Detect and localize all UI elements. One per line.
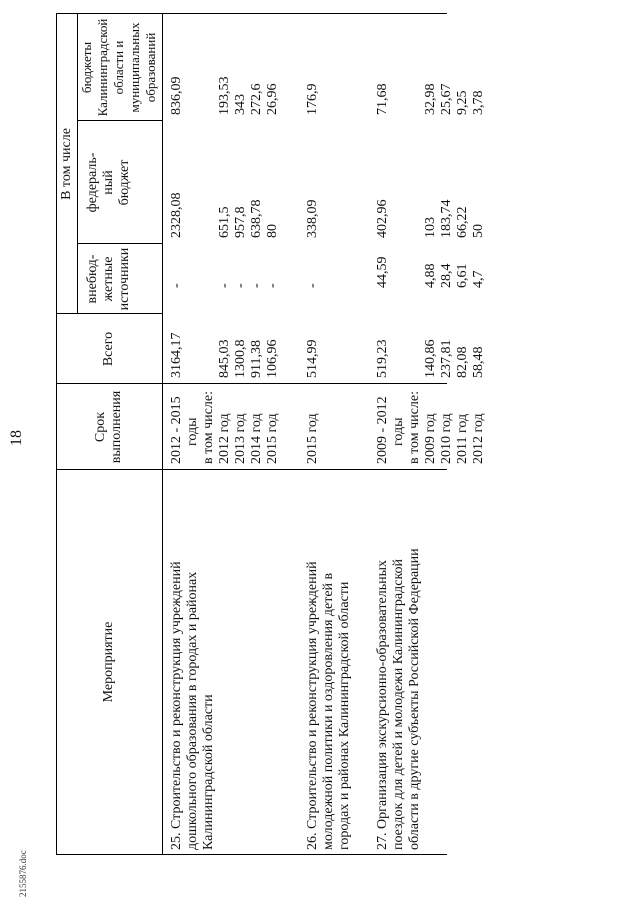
page-number: 18 bbox=[8, 430, 25, 446]
term-line: годы bbox=[391, 417, 406, 446]
term-line: 2014 год bbox=[249, 413, 264, 464]
value: 82,08 bbox=[455, 346, 470, 378]
activity-line: 25. Строительство и реконструкция учреждений bbox=[169, 561, 184, 850]
header-term-line: Срок bbox=[93, 411, 108, 443]
value: 28,4 bbox=[439, 263, 454, 288]
header-total: Всего bbox=[101, 331, 116, 367]
header-regional-line: Калининградской bbox=[95, 18, 110, 117]
value: 44,59 bbox=[375, 256, 390, 288]
term-line: в том числе: bbox=[201, 391, 216, 464]
header-federal-line: ный bbox=[101, 170, 116, 195]
row-25-term bbox=[169, 391, 281, 464]
header-offbudget bbox=[85, 244, 133, 314]
term-line: 2012 год bbox=[471, 413, 486, 464]
value: 71,68 bbox=[375, 83, 390, 115]
activity-line: области в другие субъекты Российской Федерации bbox=[407, 548, 422, 850]
value: 845,03 bbox=[217, 339, 232, 378]
activity-line: 27. Организация экскурсионно-образовательных bbox=[375, 559, 390, 850]
term-line: 2009 - 2012 bbox=[375, 396, 390, 464]
value: 519,23 bbox=[375, 339, 390, 378]
term-line: годы bbox=[185, 417, 200, 446]
value: 651,5 bbox=[217, 206, 232, 238]
activity-line: 26. Строительство и реконструкция учреждений bbox=[305, 561, 320, 850]
value: - bbox=[169, 283, 184, 288]
value: 6,61 bbox=[455, 263, 470, 288]
term-line: 2009 год bbox=[423, 413, 438, 464]
value: 2328,08 bbox=[169, 192, 184, 238]
term-line: 2013 год bbox=[233, 413, 248, 464]
term-line: 2012 год bbox=[217, 413, 232, 464]
value: 80 bbox=[265, 224, 280, 238]
value: 4,88 bbox=[423, 263, 438, 288]
row-divider bbox=[162, 14, 163, 854]
header-federal bbox=[85, 121, 133, 244]
row-25-federal bbox=[169, 193, 281, 239]
value: 343 bbox=[233, 94, 248, 115]
value: 272,6 bbox=[249, 83, 264, 115]
activity-line: поездок для детей и молодежи Калининградской bbox=[391, 558, 406, 850]
header-offbudget-line: внебюд- bbox=[85, 254, 100, 304]
header-offbudget-line: источники bbox=[117, 247, 132, 311]
term-line: в том числе: bbox=[407, 391, 422, 464]
value: 3164,17 bbox=[169, 332, 184, 378]
value: 638,78 bbox=[249, 199, 264, 238]
header-offbudget-line: жетные bbox=[101, 256, 116, 302]
row-27-total bbox=[375, 340, 487, 379]
row-26-offbudget: - bbox=[305, 283, 320, 288]
value: - bbox=[249, 283, 264, 288]
value: 3,78 bbox=[471, 90, 486, 115]
row-25-activity bbox=[169, 561, 217, 850]
value: 32,98 bbox=[423, 83, 438, 115]
value: 4,7 bbox=[471, 270, 486, 288]
row-26-federal: 338,09 bbox=[305, 199, 320, 238]
header-regional bbox=[79, 14, 159, 121]
header-including: В том числе bbox=[59, 128, 74, 200]
value: 66,22 bbox=[455, 206, 470, 238]
activity-line: дошкольного образования в городах и районах bbox=[185, 571, 200, 850]
footer-filename: 2155876.doc bbox=[18, 850, 28, 897]
value: 1300,8 bbox=[233, 339, 248, 378]
value: 836,09 bbox=[169, 76, 184, 115]
activity-line: Калининградской области bbox=[201, 694, 216, 850]
header-federal-line: бюджет bbox=[117, 159, 132, 206]
row-26-total: 514,99 bbox=[305, 339, 320, 378]
value: 106,96 bbox=[265, 339, 280, 378]
row-26-activity bbox=[305, 561, 353, 850]
row-27-activity bbox=[375, 548, 423, 850]
row-25-offbudget bbox=[169, 283, 281, 288]
row-27-regional bbox=[375, 84, 487, 116]
value: 237,81 bbox=[439, 339, 454, 378]
value: - bbox=[217, 283, 232, 288]
term-line: 2010 год bbox=[439, 413, 454, 464]
header-term bbox=[93, 384, 125, 470]
value: 58,48 bbox=[471, 346, 486, 378]
value: - bbox=[233, 283, 248, 288]
value: 957,8 bbox=[233, 206, 248, 238]
value: 26,96 bbox=[265, 83, 280, 115]
header-regional-line: образований bbox=[143, 32, 158, 103]
row-25-total bbox=[169, 333, 281, 379]
value: 193,53 bbox=[217, 76, 232, 115]
value: 25,67 bbox=[439, 83, 454, 115]
header-regional-line: муниципальных bbox=[127, 22, 142, 113]
row-26-term: 2015 год bbox=[305, 413, 320, 464]
header-term-line: выполнения bbox=[109, 390, 124, 464]
term-line: 2012 - 2015 bbox=[169, 396, 184, 464]
header-regional-line: области и bbox=[111, 40, 126, 95]
row-25-regional bbox=[169, 77, 281, 116]
term-line: 2015 год bbox=[265, 413, 280, 464]
header-regional-line: бюджеты bbox=[79, 41, 94, 94]
value: - bbox=[265, 283, 280, 288]
value: 183,74 bbox=[439, 199, 454, 238]
row-27-federal bbox=[375, 200, 487, 239]
value: 911,38 bbox=[249, 340, 264, 378]
value: 50 bbox=[471, 224, 486, 238]
activity-line: городах и районах Калининградской области bbox=[337, 581, 352, 850]
row-27-offbudget bbox=[375, 257, 487, 289]
budget-table bbox=[56, 13, 486, 855]
row-divider bbox=[77, 14, 78, 314]
header-federal-line: федераль- bbox=[85, 152, 100, 213]
value: 103 bbox=[423, 217, 438, 238]
value: 9,25 bbox=[455, 90, 470, 115]
activity-line: молодежной политики и оздоровления детей в bbox=[321, 572, 336, 850]
row-26-regional: 176,9 bbox=[305, 83, 320, 115]
value: 140,86 bbox=[423, 339, 438, 378]
row-27-term bbox=[375, 391, 487, 464]
header-activity: Мероприятие bbox=[101, 621, 116, 703]
value: 402,96 bbox=[375, 199, 390, 238]
term-line: 2011 год bbox=[455, 413, 470, 464]
